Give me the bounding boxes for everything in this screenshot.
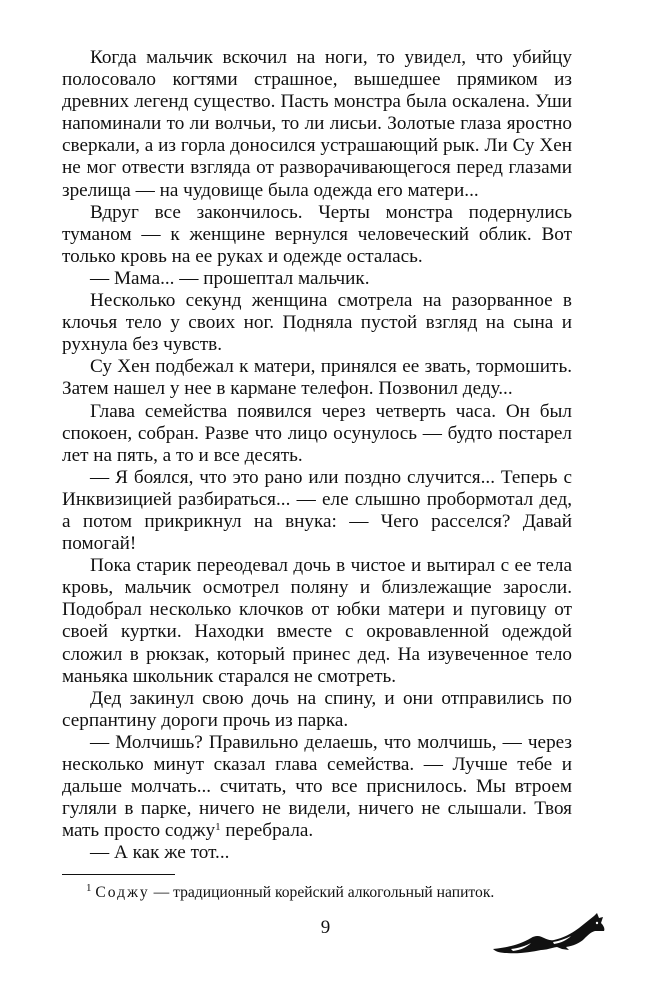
main-text	[62, 47, 572, 864]
footnote	[86, 883, 572, 902]
page-number: 9	[320, 917, 331, 938]
footnote-reference[interactable]: 1	[215, 821, 221, 834]
paragraph: Несколько секунд женщина смотрела на разорванное в клочья тело у своих ног. Подняла пустой взгляд на сына и рухнула без чувств.	[62, 290, 572, 356]
footnote-marker: 1	[86, 881, 92, 894]
paragraph: Дед закинул свою дочь на спину, и они отправились по серпантину дороги прочь из парка.	[62, 687, 572, 731]
paragraph: — Мама... — прошептал мальчик.	[90, 267, 370, 289]
footnote-text: — традиционный корейский алкогольный напиток.	[149, 884, 495, 901]
paragraph-text: — Молчишь? Правильно делаешь, что молчишь, — через несколько минут сказал глава семейства. — Лучше тебе и дальше молчать... считать, что все приснилось. Мы втроем гуляли в парке, ничего не видели, ничего не слышали. Твоя мать просто соджу	[62, 731, 572, 842]
paragraph: Глава семейства появился через четверть часа. Он был спокоен, собран. Разве что лицо осунулось — будто постарел лет на пять, а то и все десять.	[62, 400, 572, 466]
paragraph: Су Хен подбежал к матери, принялся ее звать, тормошить. Затем нашел у нее в кармане телефон. Позвонил деду...	[62, 356, 572, 400]
footnote-divider	[62, 874, 175, 875]
paragraph: Вдруг все закончилось. Черты монстра подернулись туманом — к женщине вернулся человеческий облик. Вот только кровь на ее руках и одежде осталась.	[62, 201, 572, 267]
fox-silhouette-icon	[491, 912, 607, 958]
footnote-term: Соджу	[95, 884, 150, 901]
paragraph: Когда мальчик вскочил на ноги, то увидел, что убийцу полосовало когтями страшное, вышедшее прямиком из древних легенд существо. Пасть монстра была оскалена. Уши напоминали то ли волчьи, то ли лисьи. Золотые глаза яростно сверкали, а из горла доносился устрашающий рык. Ли Су Хен не мог отвести взгляда от разворачивающегося перед глазами зрелища — на чудовище была одежда его матери...	[62, 47, 572, 201]
paragraph: — Я боялся, что это рано или поздно случится... Теперь с Инквизицией разбираться... — еле слышно пробормотал дед, а потом прикрикнул на внука: — Чего расселся? Давай помогай!	[62, 466, 572, 555]
paragraph	[62, 732, 572, 842]
paragraph: Пока старик переодевал дочь в чистое и вытирал с ее тела кровь, мальчик осмотрел поляну и близлежащие заросли. Подобрал несколько клочков от юбки матери и пуговицу от своей куртки. Находки вместе с окровавленной одеждой сложил в рюкзак, который принес дед. На изувеченное тело маньяка школьник старался не смотреть.	[62, 555, 572, 687]
paragraph: — А как же тот...	[90, 842, 230, 864]
paragraph-text-tail: перебрала.	[220, 820, 314, 842]
